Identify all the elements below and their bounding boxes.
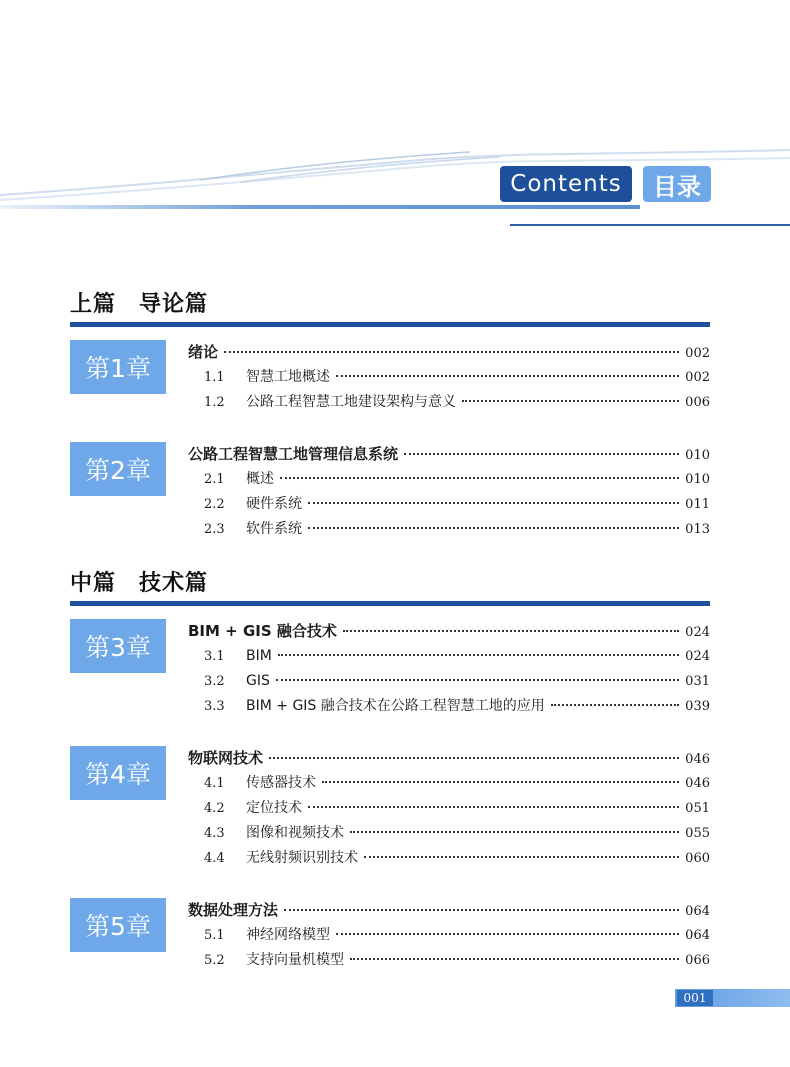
part-title: 中篇 技术篇 xyxy=(70,571,209,596)
toc-entry[interactable] xyxy=(188,467,710,492)
leader-dots xyxy=(404,453,679,455)
entry-title: 硬件系统 xyxy=(246,496,302,512)
header-wave-decoration xyxy=(0,110,790,220)
entry-title: 智慧工地概述 xyxy=(246,369,330,385)
leader-dots xyxy=(278,654,679,656)
leader-dots xyxy=(224,351,679,353)
entry-title: 公路工程智慧工地建设架构与意义 xyxy=(246,394,456,410)
entry-title: BIM + GIS 融合技术 xyxy=(188,622,337,640)
toc-entry-chapter[interactable] xyxy=(188,898,710,923)
toc-entry[interactable] xyxy=(188,796,710,821)
entry-page: 064 xyxy=(685,904,710,919)
entry-number: 3.3 xyxy=(204,699,225,714)
entry-title: BIM xyxy=(246,648,272,664)
entry-number: 4.4 xyxy=(204,851,225,866)
chapter-badge: 第5章 xyxy=(70,898,166,952)
toc-entry[interactable] xyxy=(188,365,710,390)
leader-dots xyxy=(462,400,679,402)
leader-dots xyxy=(308,527,679,529)
entry-page: 024 xyxy=(685,649,710,664)
toc-entry-chapter[interactable] xyxy=(188,746,710,771)
entry-title: 物联网技术 xyxy=(188,749,264,767)
leader-dots xyxy=(336,375,679,377)
chapter-badge: 第1章 xyxy=(70,340,166,394)
toc-entry[interactable] xyxy=(188,821,710,846)
part-rule xyxy=(70,322,710,327)
toc-entry[interactable] xyxy=(188,517,710,542)
entry-number: 5.1 xyxy=(204,928,225,943)
chapter-badge: 第4章 xyxy=(70,746,166,800)
entry-title: 传感器技术 xyxy=(246,775,316,791)
entry-title: GIS xyxy=(246,673,270,689)
entry-title: 软件系统 xyxy=(246,521,302,537)
part-rule xyxy=(70,601,710,606)
leader-dots xyxy=(350,958,679,960)
entry-title: 支持向量机模型 xyxy=(246,952,344,968)
entry-page: 002 xyxy=(685,370,710,385)
entry-number: 4.1 xyxy=(204,776,225,791)
entry-page: 055 xyxy=(685,826,710,841)
mulu-label: 目录 xyxy=(643,166,711,202)
toc-entry[interactable] xyxy=(188,948,710,973)
leader-dots xyxy=(343,630,679,632)
toc-entry[interactable] xyxy=(188,390,710,415)
entry-number: 2.1 xyxy=(204,472,225,487)
toc-entry-chapter[interactable] xyxy=(188,340,710,365)
leader-dots xyxy=(322,781,679,783)
entry-page: 010 xyxy=(685,448,710,463)
entry-title: BIM + GIS 融合技术在公路工程智慧工地的应用 xyxy=(246,698,545,714)
entry-number: 3.2 xyxy=(204,674,225,689)
entry-number: 5.2 xyxy=(204,953,225,968)
leader-dots xyxy=(551,704,679,706)
part-title: 上篇 导论篇 xyxy=(70,292,209,317)
entry-page: 002 xyxy=(685,346,710,361)
page-number: 001 xyxy=(677,990,713,1006)
entry-number: 4.2 xyxy=(204,801,225,816)
leader-dots xyxy=(276,679,679,681)
entry-title: 定位技术 xyxy=(246,800,302,816)
leader-dots xyxy=(269,757,679,759)
leader-dots xyxy=(280,477,679,479)
entry-title: 无线射频识别技术 xyxy=(246,850,358,866)
entry-page: 064 xyxy=(685,928,710,943)
entry-title: 神经网络模型 xyxy=(246,927,330,943)
part-technology xyxy=(70,569,710,606)
entry-page: 006 xyxy=(685,395,710,410)
entry-page: 013 xyxy=(685,522,710,537)
entry-page: 010 xyxy=(685,472,710,487)
toc-entry-chapter[interactable] xyxy=(188,442,710,467)
toc-entry[interactable] xyxy=(188,771,710,796)
leader-dots xyxy=(308,502,679,504)
toc-entry[interactable] xyxy=(188,492,710,517)
toc-entry[interactable] xyxy=(188,644,710,669)
entry-title: 概述 xyxy=(246,471,274,487)
entry-page: 024 xyxy=(685,625,710,640)
chapter-badge: 第3章 xyxy=(70,619,166,673)
leader-dots xyxy=(284,909,679,911)
leader-dots xyxy=(308,806,679,808)
chapter-badge: 第2章 xyxy=(70,442,166,496)
entry-page: 031 xyxy=(685,674,710,689)
toc-entry[interactable] xyxy=(188,923,710,948)
entry-page: 066 xyxy=(685,953,710,968)
header-rule xyxy=(0,205,640,209)
entry-title: 图像和视频技术 xyxy=(246,825,344,841)
part-intro xyxy=(70,290,710,327)
entry-page: 011 xyxy=(685,497,710,512)
entry-number: 2.2 xyxy=(204,497,225,512)
toc-entry[interactable] xyxy=(188,846,710,871)
contents-label: Contents xyxy=(500,166,632,202)
entry-page: 051 xyxy=(685,801,710,816)
entry-page: 060 xyxy=(685,851,710,866)
toc-entry-chapter[interactable] xyxy=(188,619,710,644)
leader-dots xyxy=(350,831,679,833)
entry-title: 公路工程智慧工地管理信息系统 xyxy=(188,445,399,463)
toc-entry[interactable] xyxy=(188,694,710,719)
entry-page: 046 xyxy=(685,776,710,791)
entry-page: 039 xyxy=(685,699,710,714)
entry-number: 2.3 xyxy=(204,522,225,537)
leader-dots xyxy=(336,933,679,935)
leader-dots xyxy=(364,856,679,858)
entry-title: 绪论 xyxy=(188,343,219,361)
header-rule-right xyxy=(510,224,790,226)
toc-entry[interactable] xyxy=(188,669,710,694)
entry-number: 3.1 xyxy=(204,649,225,664)
entry-page: 046 xyxy=(685,752,710,767)
entry-title: 数据处理方法 xyxy=(188,901,279,919)
entry-number: 4.3 xyxy=(204,826,225,841)
entry-number: 1.2 xyxy=(204,395,225,410)
entry-number: 1.1 xyxy=(204,370,225,385)
